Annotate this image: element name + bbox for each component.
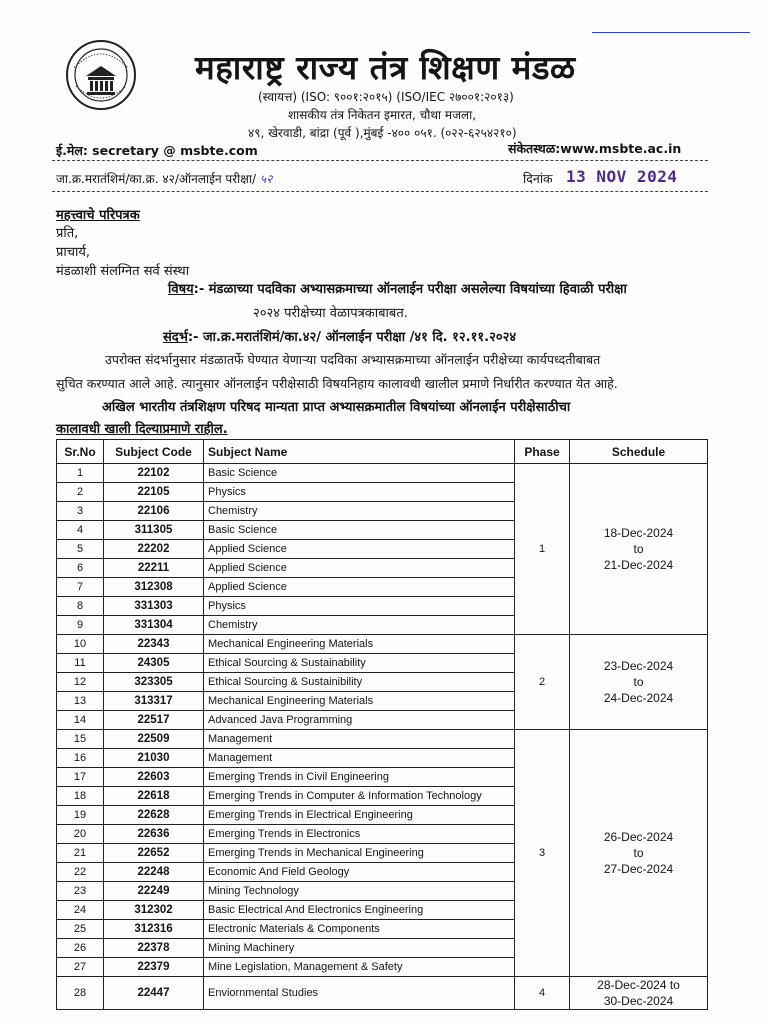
cell-sr: 24: [57, 901, 104, 920]
table-row: [57, 730, 708, 749]
cell-name: Ethical Sourcing & Sustainibility: [204, 673, 515, 692]
cell-name: Emerging Trends in Electrical Engineering: [204, 806, 515, 825]
cell-sr: 3: [57, 502, 104, 521]
cell-name: Physics: [204, 483, 515, 502]
cell-sr: 15: [57, 730, 104, 749]
cell-code: 22379: [104, 958, 204, 977]
cell-sr: 14: [57, 711, 104, 730]
divider: [52, 191, 708, 192]
cell-code: 22652: [104, 844, 204, 863]
header-subject-code: Subject Code: [104, 440, 204, 464]
cell-sr: 25: [57, 920, 104, 939]
handwritten-number: ५२: [259, 172, 273, 186]
cell-sr: 9: [57, 616, 104, 635]
subject-text: :- मंडळाच्या पदविका अभ्यासक्रमाच्या ऑनलाईन परीक्षा असलेल्या विषयांच्या हिवाळी परीक्षा: [193, 282, 627, 297]
cell-code: 22249: [104, 882, 204, 901]
date-stamp: 13 NOV 2024: [566, 167, 678, 186]
header-sr-no: Sr.No: [57, 440, 104, 464]
schedule-to: 27-Dec-2024: [603, 862, 674, 876]
cell-sr: 1: [57, 464, 104, 483]
subject-label: विषय: [168, 282, 194, 297]
header-schedule: Schedule: [570, 440, 708, 464]
cell-code: 313317: [104, 692, 204, 711]
org-title: महाराष्ट्र राज्य तंत्र शिक्षण मंडळ: [195, 48, 576, 87]
cell-name: Emerging Trends in Civil Engineering: [204, 768, 515, 787]
cell-name: Basic Electrical And Electronics Engineering: [204, 901, 515, 920]
schedule-table: [56, 439, 708, 1010]
cell-schedule: [570, 977, 708, 1010]
cell-name: Mining Technology: [204, 882, 515, 901]
subject-line: [168, 279, 627, 297]
cell-code: 22102: [104, 464, 204, 483]
cell-sr: 6: [57, 559, 104, 578]
table-header-row: [57, 440, 708, 464]
table-row: [57, 635, 708, 654]
table-row: [57, 977, 708, 1010]
cell-code: 22202: [104, 540, 204, 559]
cell-name: Chemistry: [204, 616, 515, 635]
cell-name: Mining Machinery: [204, 939, 515, 958]
cell-phase: 4: [515, 977, 570, 1010]
reference-label: संदर्भ: [163, 330, 188, 345]
org-email: ई.मेल: secretary @ msbte.com: [56, 143, 258, 158]
cell-sr: 18: [57, 787, 104, 806]
cell-sr: 23: [57, 882, 104, 901]
cell-name: Chemistry: [204, 502, 515, 521]
cell-name: Basic Science: [204, 521, 515, 540]
schedule-to: 30-Dec-2024: [603, 994, 674, 1008]
cell-code: 24305: [104, 654, 204, 673]
schedule-from: 23-Dec-2024: [603, 659, 674, 673]
bold-statement-line1: अखिल भारतीय तंत्रशिक्षण परिषद मान्यता प्राप्त अभ्यासक्रमातील विषयांच्या ऑनलाईन परीक्षेसाठीचा: [102, 400, 571, 415]
cell-code: 312316: [104, 920, 204, 939]
cell-sr: 11: [57, 654, 104, 673]
cell-sr: 28: [57, 977, 104, 1010]
cell-code: 22447: [104, 977, 204, 1010]
reference-line: [163, 327, 516, 345]
cell-name: Advanced Java Programming: [204, 711, 515, 730]
cell-phase: 1: [515, 464, 570, 635]
cell-phase: 3: [515, 730, 570, 977]
body-paragraph-line2: सुचित करण्यात आले आहे. त्यानुसार ऑनलाईन परीक्षेसाठी विषयनिहाय कालावधी खालील प्रमाणे निर्धारीत करण्यात येत आहे.: [56, 376, 618, 391]
recipient: प्राचार्य,: [56, 245, 91, 260]
cell-code: 22517: [104, 711, 204, 730]
cell-sr: 10: [57, 635, 104, 654]
cell-sr: 7: [57, 578, 104, 597]
cell-sr: 12: [57, 673, 104, 692]
schedule-from: 28-Dec-2024 to: [597, 978, 680, 992]
cell-code: 22211: [104, 559, 204, 578]
org-website: संकेतस्थळ:www.msbte.ac.in: [508, 141, 682, 156]
reference-number: [56, 170, 272, 187]
cell-code: 21030: [104, 749, 204, 768]
schedule-to-word: to: [633, 675, 644, 689]
cell-code: 22636: [104, 825, 204, 844]
cell-name: Electronic Materials & Components: [204, 920, 515, 939]
cell-schedule: [570, 635, 708, 730]
cell-sr: 16: [57, 749, 104, 768]
cell-code: 22603: [104, 768, 204, 787]
cell-sr: 17: [57, 768, 104, 787]
cell-name: Applied Science: [204, 559, 515, 578]
cell-name: Management: [204, 730, 515, 749]
cell-sr: 5: [57, 540, 104, 559]
subject-continuation: २०२४ परीक्षेच्या वेळापत्रकाबाबत.: [253, 306, 408, 321]
cell-name: Mechanical Engineering Materials: [204, 635, 515, 654]
cell-sr: 22: [57, 863, 104, 882]
cell-name: Management: [204, 749, 515, 768]
msbte-logo-icon: [64, 38, 138, 112]
schedule-to-word: to: [633, 846, 644, 860]
schedule-to-word: to: [633, 542, 644, 556]
cell-schedule: [570, 730, 708, 977]
circular-heading: महत्त्वाचे परिपत्रक: [56, 208, 140, 223]
cell-code: 22628: [104, 806, 204, 825]
cell-sr: 21: [57, 844, 104, 863]
cell-code: 22106: [104, 502, 204, 521]
cell-sr: 2: [57, 483, 104, 502]
cell-code: 331304: [104, 616, 204, 635]
bold-statement-text: कालावधी खाली दिल्याप्रमाणे राहील.: [56, 422, 228, 437]
cell-code: 22378: [104, 939, 204, 958]
cell-name: Applied Science: [204, 578, 515, 597]
cell-sr: 13: [57, 692, 104, 711]
cell-name: Mechanical Engineering Materials: [204, 692, 515, 711]
cell-phase: 2: [515, 635, 570, 730]
cell-code: 323305: [104, 673, 204, 692]
to-line: प्रति,: [56, 226, 79, 241]
cell-sr: 8: [57, 597, 104, 616]
reference-text: जा.क्र.मरातंशिमं/का.क्र. ४२/ऑनलाईन परीक्षा/: [56, 172, 257, 186]
cell-code: 22509: [104, 730, 204, 749]
bold-statement-line2: [56, 419, 228, 437]
cell-code: 312308: [104, 578, 204, 597]
org-address-line1: शासकीय तंत्र निकेतन इमारत, चौथा मजला,: [288, 108, 477, 122]
cell-name: Economic And Field Geology: [204, 863, 515, 882]
cell-name: Mine Legislation, Management & Safety: [204, 958, 515, 977]
recipient-institutes: मंडळाशी संलग्नित सर्व संस्था: [56, 264, 190, 279]
top-blue-rule: [592, 32, 750, 33]
cell-code: 22618: [104, 787, 204, 806]
cell-code: 22105: [104, 483, 204, 502]
table-row: [57, 464, 708, 483]
reference-detail: :- जा.क्र.मरातंशिमं/का.४२/ ऑनलाईन परीक्षा /४१ दि. १२.११.२०२४: [187, 330, 517, 345]
header-phase: Phase: [515, 440, 570, 464]
cell-name: Physics: [204, 597, 515, 616]
cell-code: 311305: [104, 521, 204, 540]
cell-sr: 19: [57, 806, 104, 825]
cell-code: 331303: [104, 597, 204, 616]
org-status-line: (स्वायत्त) (ISO: ९००१:२०१५) (ISO/IEC २७००१:२०१३): [258, 90, 514, 104]
cell-name: Emerging Trends in Computer & Information Technology: [204, 787, 515, 806]
schedule-from: 18-Dec-2024: [603, 526, 674, 540]
schedule-to: 24-Dec-2024: [603, 691, 674, 705]
divider: [52, 160, 708, 161]
cell-code: 312302: [104, 901, 204, 920]
cell-sr: 20: [57, 825, 104, 844]
cell-name: Emerging Trends in Mechanical Engineering: [204, 844, 515, 863]
schedule-to: 21-Dec-2024: [603, 558, 674, 572]
header-subject-name: Subject Name: [204, 440, 515, 464]
cell-name: Enviornmental Studies: [204, 977, 515, 1010]
cell-name: Basic Science: [204, 464, 515, 483]
body-paragraph-line1: उपरोक्त संदर्भानुसार मंडळातर्फे घेण्यात येणाऱ्या पदविका अभ्यासक्रमाच्या ऑनलाईन परीक्षेच्या कार्यपध्दतीबाबत: [105, 352, 601, 367]
cell-sr: 27: [57, 958, 104, 977]
cell-sr: 4: [57, 521, 104, 540]
cell-code: 22248: [104, 863, 204, 882]
cell-name: Ethical Sourcing & Sustainability: [204, 654, 515, 673]
cell-sr: 26: [57, 939, 104, 958]
cell-name: Applied Science: [204, 540, 515, 559]
cell-code: 22343: [104, 635, 204, 654]
cell-schedule: [570, 464, 708, 635]
schedule-from: 26-Dec-2024: [603, 830, 674, 844]
date-label: दिनांक: [523, 171, 553, 186]
cell-name: Emerging Trends in Electronics: [204, 825, 515, 844]
org-address-line2: ४९, खेरवाडी, बांद्रा (पूर्व ),मुंबई -४०० ०५१. (०२२-६२५४२१०): [248, 126, 517, 140]
